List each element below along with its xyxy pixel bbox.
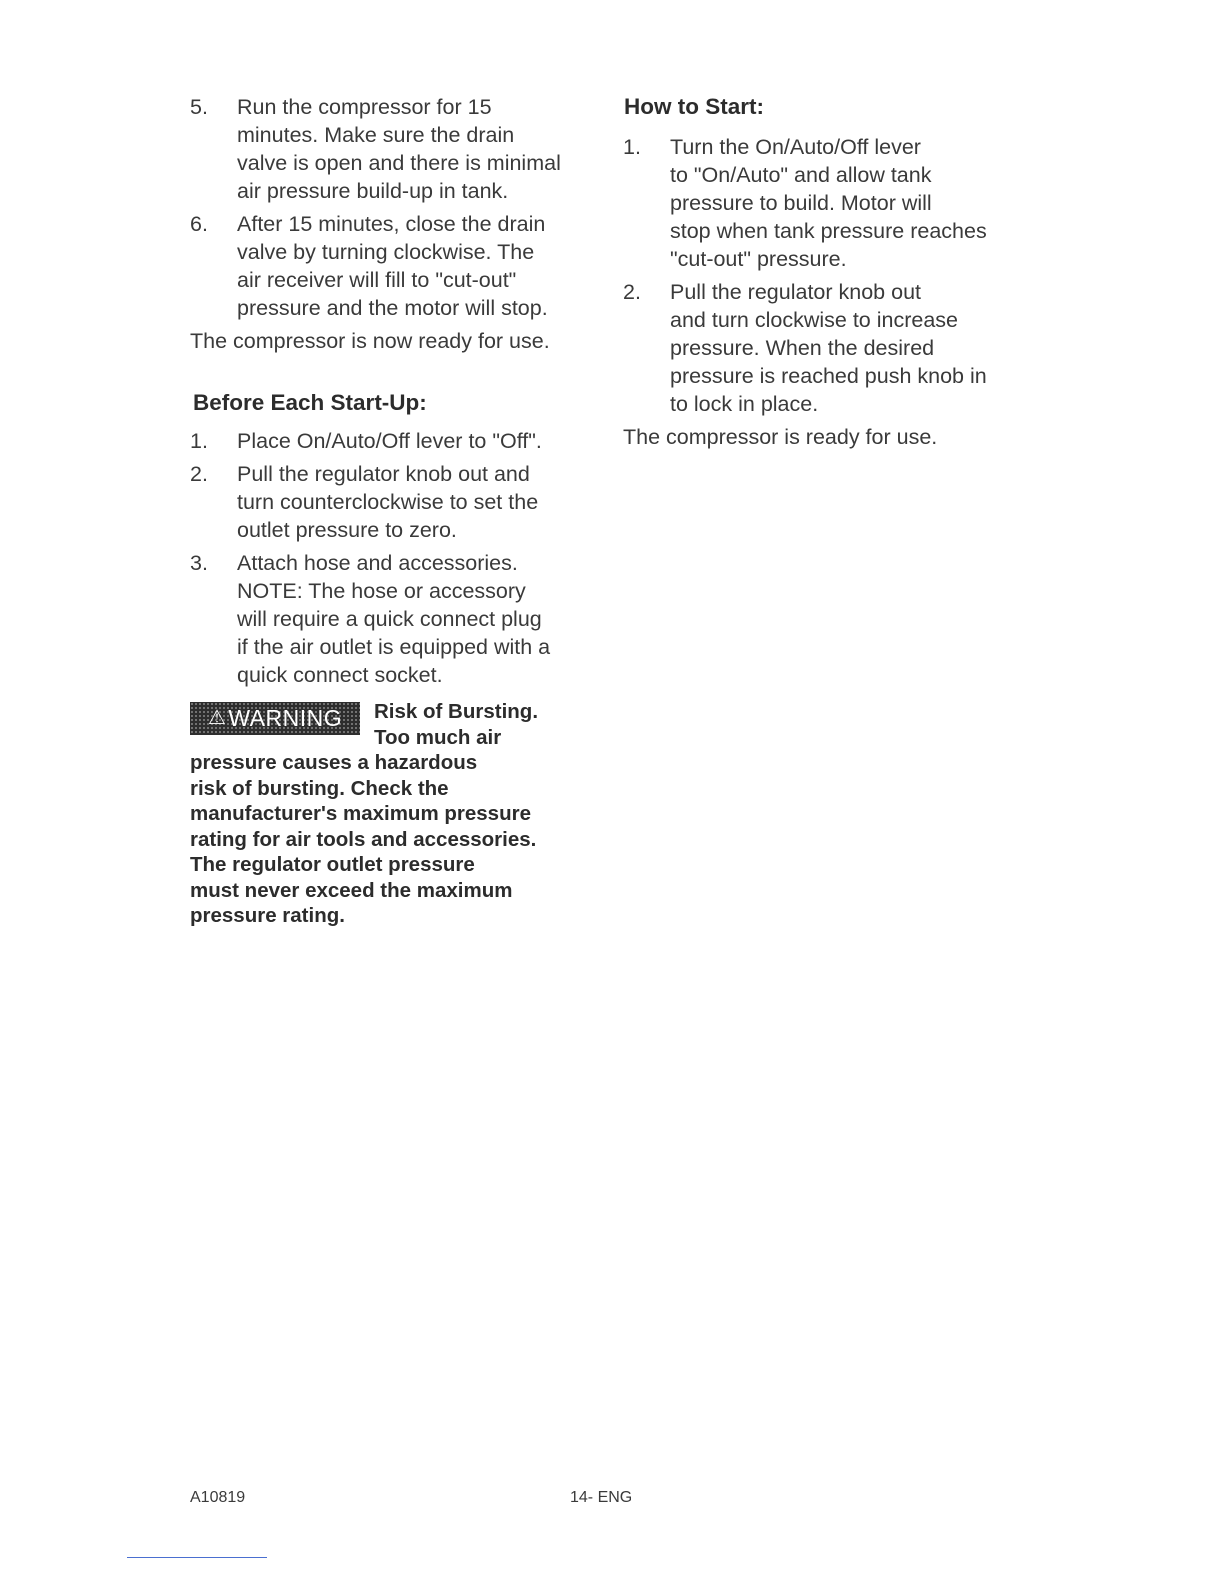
- before-step-2: [190, 460, 600, 544]
- right-column: [623, 93, 1033, 451]
- warning-line: pressure causes a hazardous: [190, 751, 478, 774]
- before-step-1: [190, 427, 600, 455]
- step-line: stop when tank pressure reaches: [670, 219, 987, 243]
- warning-line: risk of bursting. Check the: [190, 776, 449, 800]
- warning-line: manufacturer's maximum pressure: [190, 802, 531, 825]
- step-line: if the air outlet is equipped with a: [237, 635, 551, 659]
- step-6: [190, 210, 600, 322]
- warning-line: Risk of Bursting.: [374, 700, 539, 723]
- step-line: valve is open and there is minimal: [237, 151, 561, 175]
- step-line: "cut-out" pressure.: [670, 247, 847, 271]
- warning-title: [374, 699, 538, 750]
- step-line: NOTE: The hose or accessory: [237, 579, 526, 603]
- model-number: A10819: [190, 1489, 246, 1506]
- ready-text: The compressor is now ready for use.: [190, 329, 550, 353]
- before-step-3: [190, 549, 600, 689]
- step-line: pressure. When the desired: [670, 336, 935, 360]
- step-line: pressure and the motor will stop.: [237, 296, 548, 320]
- step-number: 1.: [623, 135, 641, 159]
- step-line: valve by turning clockwise. The: [237, 240, 535, 264]
- ready-text: The compressor is ready for use.: [623, 425, 938, 449]
- before-start-heading: Before Each Start-Up:: [193, 390, 427, 415]
- step-line: Place On/Auto/Off lever to "Off".: [237, 429, 542, 453]
- step-number: 6.: [190, 212, 208, 236]
- step-line: air pressure build-up in tank.: [237, 179, 509, 203]
- warning-line: must never exceed the maximum: [190, 878, 513, 902]
- step-number: 2.: [623, 280, 641, 304]
- step-line: turn counterclockwise to set the: [237, 490, 539, 514]
- warning-body: [190, 750, 600, 929]
- bottom-rule: [127, 1557, 267, 1558]
- warning-line: Too much air: [374, 725, 502, 749]
- step-line: Attach hose and accessories.: [237, 551, 518, 575]
- step-number: 1.: [190, 429, 208, 453]
- step-line: pressure is reached push knob in: [670, 364, 987, 388]
- warning-badge-label: WARNING: [228, 705, 343, 731]
- step-line: Turn the On/Auto/Off lever: [670, 135, 921, 159]
- step-line: Run the compressor for 15: [237, 95, 492, 119]
- warning-triangle-icon: ⚠: [207, 707, 227, 729]
- step-line: to lock in place.: [670, 392, 819, 416]
- warning-block: [190, 699, 600, 929]
- step-line: outlet pressure to zero.: [237, 518, 457, 542]
- warning-line: The regulator outlet pressure: [190, 853, 475, 876]
- step-line: Pull the regulator knob out and: [237, 462, 530, 486]
- warning-line: pressure rating.: [190, 904, 345, 927]
- step-line: minutes. Make sure the drain: [237, 123, 515, 147]
- step-number: 3.: [190, 551, 208, 575]
- step-line: pressure to build. Motor will: [670, 191, 932, 215]
- start-step-1: [623, 133, 1033, 273]
- step-number: 2.: [190, 462, 208, 486]
- how-to-start-heading: How to Start:: [624, 94, 764, 119]
- step-line: and turn clockwise to increase: [670, 308, 959, 332]
- step-line: to "On/Auto" and allow tank: [670, 163, 932, 187]
- step-line: quick connect socket.: [237, 663, 443, 687]
- step-line: Pull the regulator knob out: [670, 280, 921, 304]
- start-step-2: [623, 278, 1033, 418]
- page-number: 14- ENG: [570, 1489, 633, 1506]
- warning-badge: [190, 702, 360, 735]
- left-column: [190, 93, 600, 929]
- warning-line: rating for air tools and accessories.: [190, 827, 537, 851]
- step-number: 5.: [190, 95, 208, 119]
- step-line: After 15 minutes, close the drain: [237, 212, 546, 236]
- step-5: [190, 93, 600, 205]
- step-line: will require a quick connect plug: [237, 607, 542, 631]
- step-line: air receiver will fill to "cut-out": [237, 268, 517, 292]
- warning-header: [190, 699, 600, 750]
